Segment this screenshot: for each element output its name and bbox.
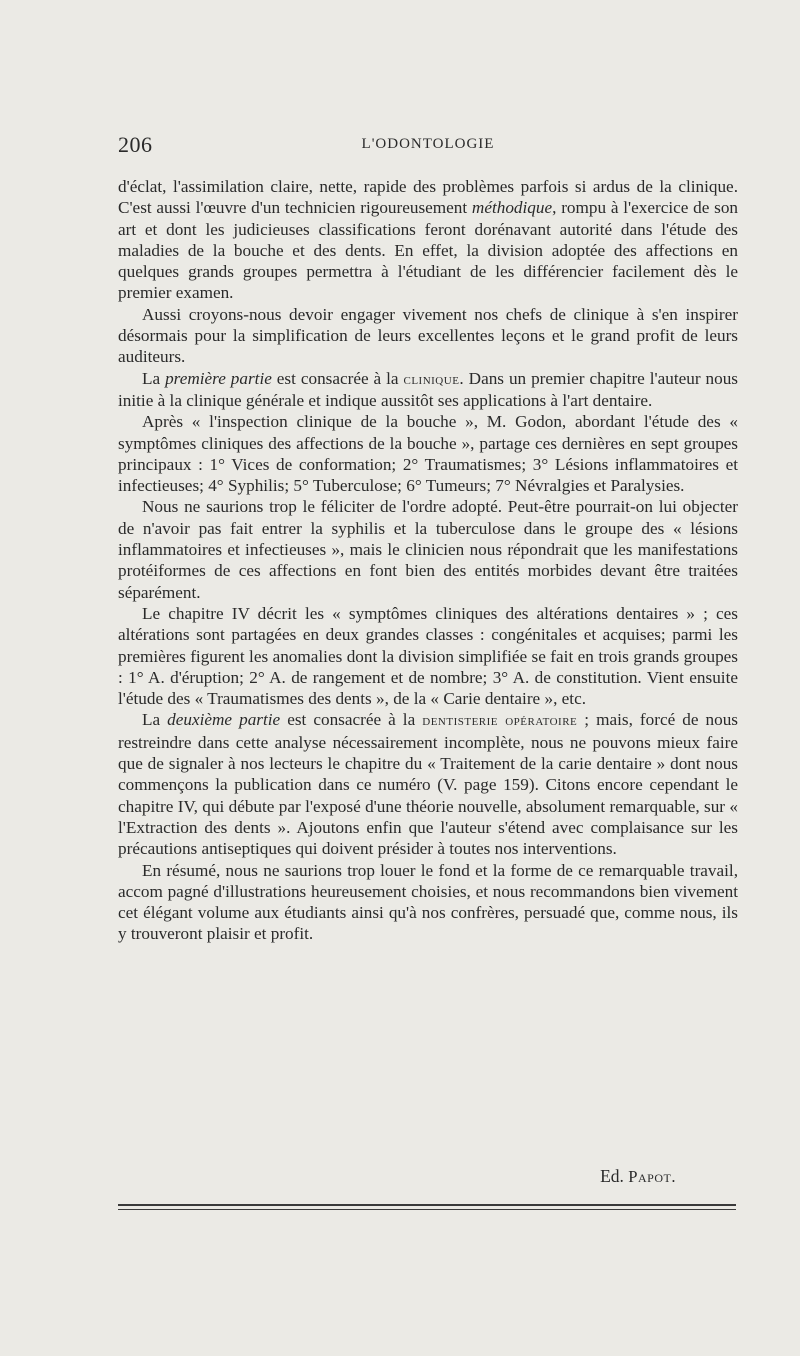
author-signature xyxy=(600,1166,676,1187)
paragraph-2: Aussi croyons-nous devoir engager vivement nos chefs de clinique à s'en inspirer désormais pour la simplification de leurs excellentes leçons et le grand profit de leurs auditeurs. xyxy=(118,304,738,367)
italic-term: première partie xyxy=(165,368,272,388)
double-rule-bottom xyxy=(118,1209,736,1210)
signature-name: Papot. xyxy=(628,1167,676,1186)
text-run: ; mais, forcé de nous restreindre dans cette analyse nécessairement incomplète, nous ne pouvons mieux faire que de signaler à nos lecteurs le chapitre du « Traitement de la carie dentaire » dont nous commençons la publication dans ce numéro (V. page 159). Citons encore cependant le chapitre IV, qui débute par l'exposé d'une théorie nouvelle, absolument remarquable, sur « l'Extraction des dents ». Ajoutons enfin que l'auteur s'étend avec complaisance sur les précautions antiseptiques qui doivent présider à toutes nos interventions. xyxy=(118,710,739,859)
paragraph-6: Le chapitre IV décrit les « symptômes cliniques des altérations dentaires » ; ces altérations sont partagées en deux grandes classes : congénitales et acquises; parmi les premières figurent les anomalies dont la division simplifiée se fait en trois grands groupes : 1° A. d'éruption; 2° A. de rangement et de nombre; 3° A. de constitution. Vient ensuite l'étude des « Traumatismes des dents », de la « Carie dentaire », etc. xyxy=(118,603,738,709)
text-run: . Dans un premier chapitre l'auteur nous initie à la clinique générale et indique aussitôt ses applications à l'art dentaire. xyxy=(118,368,738,410)
article-body xyxy=(118,176,738,945)
text-run: La xyxy=(142,710,168,730)
text-run: La xyxy=(142,368,166,388)
double-rule-top xyxy=(118,1204,736,1206)
paragraph-8: En résumé, nous ne saurions trop louer le fond et la forme de ce remarquable travail, accom pagné d'illustrations heureusement choisies, et nous recommandons bien vivement cet élégant volume aux étudiants ainsi qu'à nos confrères, persuadé que, comme nous, ils y trouveront plaisir et profit. xyxy=(118,860,738,944)
text-run: , rompu à l'exercice de son art et dont les judicieuses classifications feront dorénavant autorité dans l'étude des maladies de la bouche et des dents. En effet, la division adoptée des affections en quelques grands groupes permettra à l'étudiant de les différencier facilement dès le premier examen. xyxy=(118,198,739,303)
signature-prefix: Ed. xyxy=(600,1166,629,1186)
text-run: d'éclat, l'assimilation claire, nette, rapide des problèmes parfois si ardus de la clinique. C'est aussi l'œuvre d'un technicien rigoureusement xyxy=(118,177,738,218)
paragraph-1 xyxy=(118,176,738,304)
small-caps-term: dentisterie opératoire xyxy=(422,712,578,730)
page-number: 206 xyxy=(118,132,153,157)
paragraph-5: Nous ne saurions trop le féliciter de l'ordre adopté. Peut-être pourrait-on lui objecter de n'avoir pas fait entrer la syphilis et la tuberculose dans le groupe des « lésions inflammatoires et infectieuses », mais le clinicien nous répondrait que les manifestations protéiformes de ces affections en font bien des entités morbides devant être traitées séparément. xyxy=(118,497,738,602)
text-run: est consacrée à la xyxy=(271,368,404,388)
running-title: L'ODONTOLOGIE xyxy=(361,136,495,152)
page-header xyxy=(118,132,738,158)
paragraph-4: Après « l'inspection clinique de la bouche », M. Godon, abordant l'étude des « symptômes cliniques des affections de la bouche », partage ces dernières en sept groupes principaux : 1° Vices de conformation; 2° Traumatismes; 3° Lésions inflammatoires et infectieuses; 4° Syphilis; 5° Tuberculose; 6° Tumeurs; 7° Névralgies et Paralysies. xyxy=(118,412,738,496)
italic-term: deuxième partie xyxy=(167,710,281,730)
text-run: est consacrée à la xyxy=(280,710,423,730)
paragraph-7 xyxy=(118,709,738,859)
small-caps-term: clinique xyxy=(403,370,460,388)
paragraph-3 xyxy=(118,368,738,412)
italic-term: méthodique xyxy=(471,198,553,218)
